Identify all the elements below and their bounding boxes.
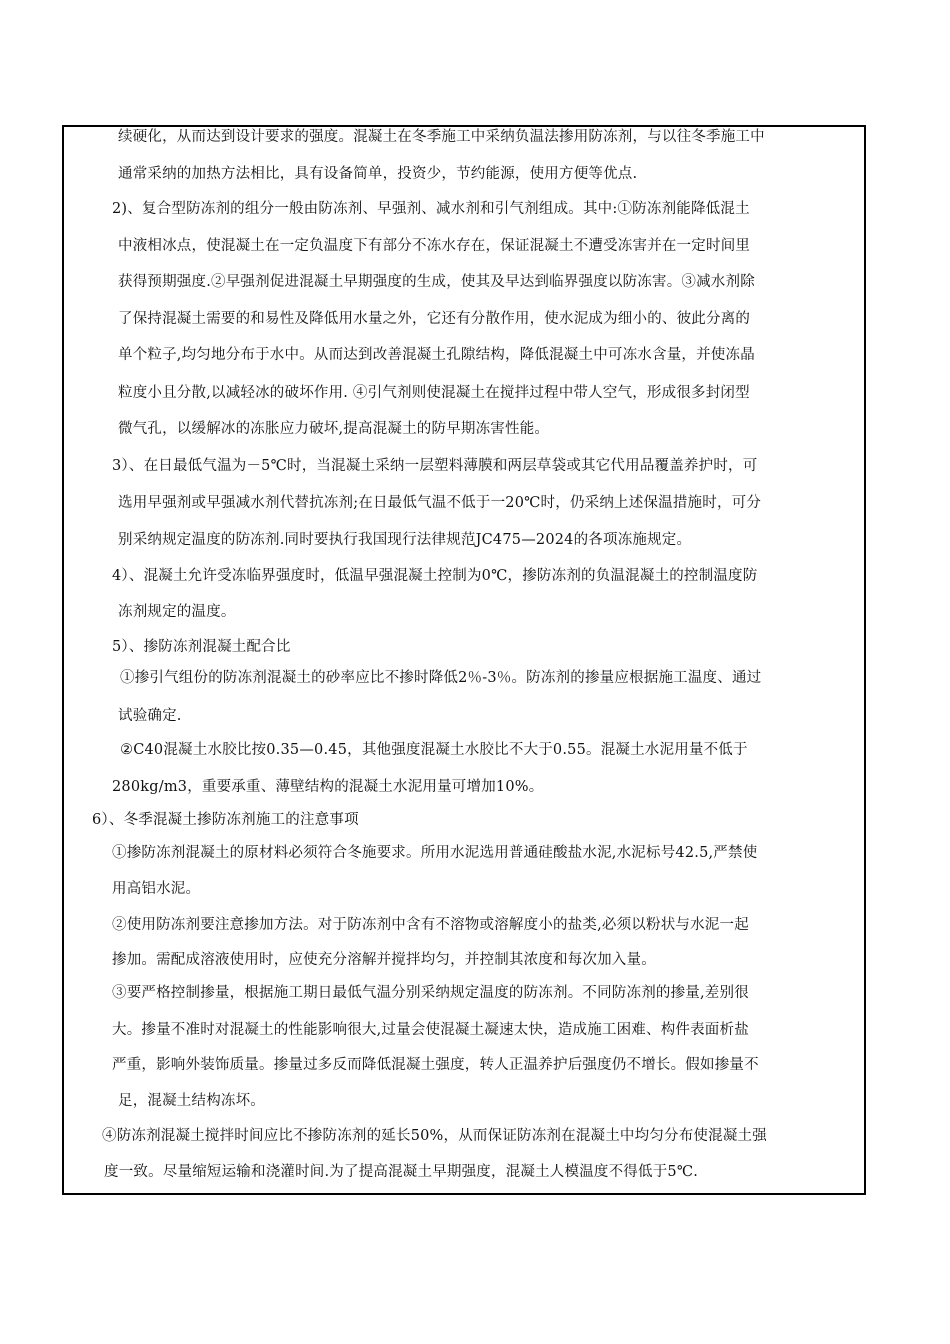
text-line: 用高铝水泥。 [112, 881, 201, 897]
text-line: 了保持混凝土需要的和易性及降低用水量之外，它还有分散作用，使水泥成为细小的、彼此分离的 [118, 311, 751, 327]
text-line: 严重，影响外装饰质量。掺量过多反而降低混凝土强度，转人正温养护后强度仍不增长。假如掺量不 [112, 1057, 759, 1073]
text-line: 4）、混凝土允许受冻临界强度时，低温早强混凝土控制为0℃，掺防冻剂的负温混凝土的控制温度防 [112, 568, 758, 584]
text-line: ①掺防冻剂混凝土的原材料必须符合冬施要求。所用水泥选用普通硅酸盐水泥,水泥标号42.5,严禁使 [112, 845, 758, 861]
text-line: ④防冻剂混凝土搅拌时间应比不掺防冻剂的延长50%，从而保证防冻剂在混凝土中均匀分布使混凝土强 [102, 1128, 767, 1144]
text-line: 大。掺量不准时对混凝土的性能影响很大,过量会使混凝土凝速太快，造成施工困难、构件表面析盐 [112, 1022, 749, 1038]
text-line: ②使用防冻剂要注意掺加方法。对于防冻剂中含有不溶物或溶解度小的盐类,必须以粉状与水泥一起 [112, 917, 749, 933]
text-line: 中液相冰点，使混凝土在一定负温度下有部分不冻水存在，保证混凝土不遭受冻害并在一定时间里 [118, 238, 751, 254]
text-line: 选用早强剂或早强减水剂代替抗冻剂;在日最低气温不低于一20℃时，仍采纳上述保温措施时，可分 [118, 495, 762, 511]
text-line: ①掺引气组份的防冻剂混凝土的砂率应比不掺时降低2％-3％。防冻剂的掺量应根据施工温度、通过 [120, 670, 762, 686]
text-line: 掺加。需配成溶液使用时，应使充分溶解并搅拌均匀，并控制其浓度和每次加入量。 [112, 952, 656, 968]
text-line: 2)、复合型防冻剂的组分一般由防冻剂、早强剂、减水剂和引气剂组成。其中:①防冻剂能降低混土 [112, 201, 750, 217]
text-line: ③要严格控制掺量，根据施工期日最低气温分别采纳规定温度的防冻剂。不同防冻剂的掺量,差别很 [112, 985, 749, 1001]
text-line: 获得预期强度.②早强剂促进混凝土早期强度的生成，使其及早达到临界强度以防冻害。③减水剂除 [118, 274, 755, 290]
text-line: 280kg/m3，重要承重、薄壁结构的混凝土水泥用量可增加10%。 [112, 779, 544, 795]
text-line: 度一致。尽量缩短运输和浇灌时间.为了提高混凝土早期强度，混凝土人模温度不得低于5℃. [104, 1164, 699, 1180]
text-line: 5）、掺防冻剂混凝土配合比 [112, 639, 291, 655]
text-line: 试验确定. [118, 708, 182, 724]
text-line: 粒度小且分散,以减轻冰的破坏作用. ④引气剂则使混凝土在搅拌过程中带人空气，形成很多封闭型 [118, 385, 750, 401]
text-line: ②C40混凝土水胶比按0.35—0.45，其他强度混凝土水胶比不大于0.55。混凝土水泥用量不低于 [120, 742, 748, 758]
text-line: 通常采纳的加热方法相比，具有设备简单，投资少，节约能源，使用方便等优点. [118, 166, 638, 182]
text-line: 续硬化，从而达到设计要求的强度。混凝土在冬季施工中采纳负温法掺用防冻剂，与以往冬季施工中 [118, 129, 765, 145]
text-line: 微气孔，以缓解冰的冻胀应力破坏,提高混凝土的防早期冻害性能。 [118, 421, 550, 437]
text-line: 3）、在日最低气温为－5℃时，当混凝土采纳一层塑料薄膜和两层草袋或其它代用品覆盖养护时，可 [112, 458, 758, 474]
text-line: 别采纳规定温度的防冻剂.同时要执行我国现行法律规范JC475—2024的各项冻施规定。 [118, 532, 692, 548]
text-line: 6）、冬季混凝土掺防冻剂施工的注意事项 [92, 812, 359, 828]
text-line: 足，混凝土结构冻坏。 [118, 1093, 265, 1109]
text-line: 单个粒子,均匀地分布于水中。从而达到改善混凝土孔隙结构，降低混凝土中可冻水含量，并使冻晶 [118, 347, 755, 363]
text-line: 冻剂规定的温度。 [118, 604, 236, 620]
